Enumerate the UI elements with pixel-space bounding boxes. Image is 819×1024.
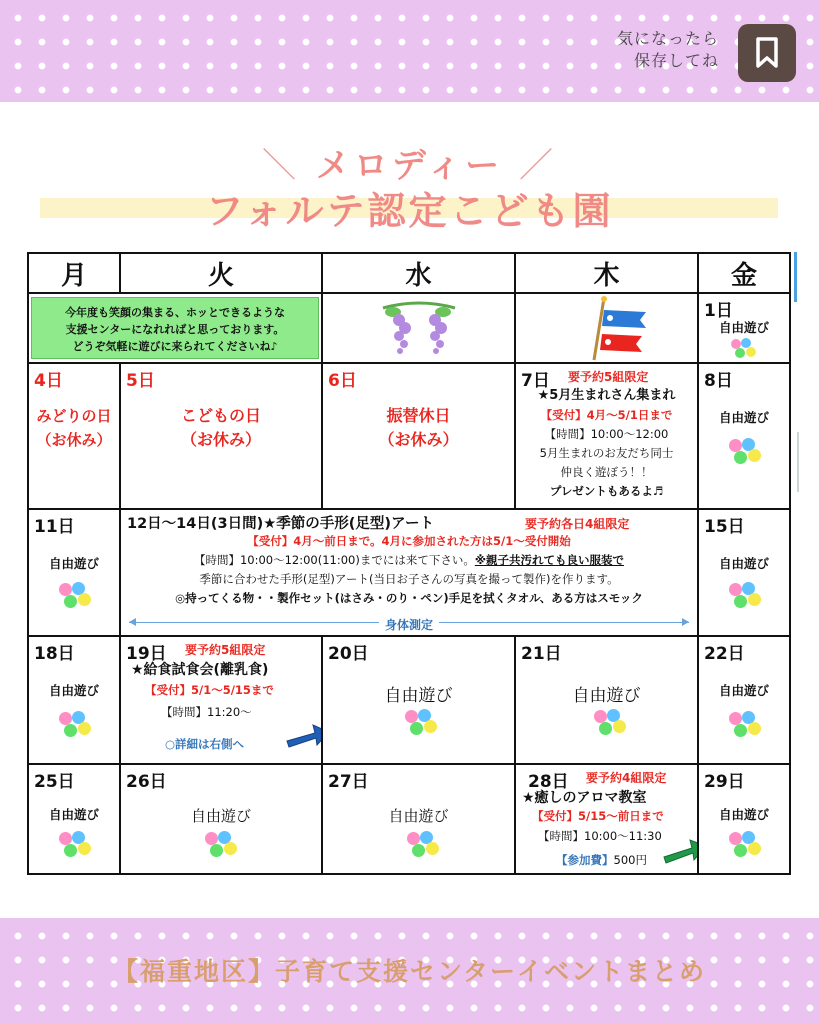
week-row-1 — [28, 293, 790, 363]
balloons-icon — [729, 338, 759, 362]
balloons-icon — [57, 831, 87, 855]
event-time: 【時間】10:00～12:00 — [544, 427, 669, 441]
event-accept — [532, 807, 664, 826]
day-cell-tue-5 — [120, 363, 322, 509]
event-accept: 【受付】4月～前日まで。4月に参加された方は5/1～受付開始 — [247, 534, 571, 548]
event-title: ★給食試食会(離乳食) — [131, 662, 269, 678]
balloons-icon — [592, 709, 622, 733]
event-accept-text: 【受付】5/15～前日まで — [532, 809, 664, 823]
bookmark-icon — [755, 37, 779, 69]
day-number: 1日 — [704, 301, 733, 321]
day-number: 7日 — [521, 371, 550, 391]
balloons-icon — [727, 711, 757, 735]
body-measure-line — [129, 616, 689, 630]
event-time: 【時間】10:00～11:30 — [538, 829, 662, 843]
day-cell-tue-26 — [120, 764, 322, 874]
day-cell-thu-7 — [515, 363, 698, 509]
event-title: ★5月生まれさん集まれ — [537, 388, 676, 403]
event-bring-items: ◎持ってくる物・・製作セット(はさみ・のり・ペン)手足を拭くタオル、ある方はスモック — [175, 591, 643, 605]
balloons-icon — [727, 582, 757, 606]
event-accept: 【受付】5/1～5/15まで — [145, 683, 274, 697]
holiday-label — [323, 404, 514, 452]
event-line2: 仲良く遊ぼう！！ — [560, 465, 653, 479]
greeting-line2: 支援センターになれればと思っております。 — [65, 323, 285, 336]
save-hint-line2: 保存してね — [633, 51, 719, 70]
day-cell-fri-15 — [698, 509, 790, 636]
holiday-name: 振替休日 — [386, 406, 451, 425]
reservation-badge: 要予約5組限定 — [568, 370, 649, 384]
day-number: 26日 — [126, 772, 167, 792]
week-row-2 — [28, 363, 790, 509]
balloons-icon — [57, 711, 87, 735]
holiday-label — [29, 404, 119, 452]
measure-label-wrap — [129, 614, 689, 633]
day-number: 19日 — [126, 644, 167, 664]
koinobori-icon — [588, 296, 658, 362]
day-cell-wed-6 — [322, 363, 515, 509]
balloons-icon — [405, 831, 435, 855]
arrow-right-green-icon — [662, 835, 698, 865]
day-cell-mon-18 — [28, 636, 120, 764]
balloons-icon — [727, 438, 757, 462]
page-title: フォルテ認定こども園 — [205, 189, 614, 233]
free-play-label: 自由遊び — [48, 807, 99, 822]
balloons-icon — [403, 709, 433, 733]
calendar-table — [27, 252, 791, 875]
slash-left-icon: ＼ — [262, 146, 301, 186]
footer-title: 【福重地区】子育て支援センターイベントまとめ — [112, 957, 706, 986]
event-title: 12日～14日(3日間)★季節の手形(足型)アート — [127, 516, 435, 532]
balloons-icon — [727, 831, 757, 855]
slash-right-icon: ／ — [518, 146, 557, 186]
event-dress-note: ※親子共汚れても良い服装で — [474, 553, 625, 567]
holiday-note: （お休み） — [36, 431, 112, 449]
event-time: 【時間】11:20～ — [161, 705, 252, 719]
day-number: 28日 — [528, 772, 569, 792]
edge-accent-grey — [797, 432, 799, 492]
day-number: 8日 — [704, 371, 733, 391]
weekday-mon: 月 — [28, 253, 120, 293]
arrow-right-icon — [285, 721, 322, 751]
day-cell-fri-8 — [698, 363, 790, 509]
day-number: 20日 — [328, 644, 369, 664]
day-cell-empty-wed — [322, 293, 515, 363]
day-cell-mon-11 — [28, 509, 120, 636]
reservation-badge: 要予約各日4組限定 — [525, 517, 630, 531]
holiday-note: （お休み） — [378, 430, 459, 449]
free-play-label: 自由遊び — [718, 807, 769, 822]
edge-accent — [794, 252, 797, 302]
day-cell-thu-28 — [515, 764, 698, 874]
event-line1: 5月生まれのお友だち同士 — [539, 446, 674, 460]
greeting-box — [31, 297, 319, 359]
event-cell-handprint-art — [120, 509, 698, 636]
free-play-label: 自由遊び — [190, 807, 251, 825]
weekday-header-row — [28, 253, 790, 293]
free-play-label: 自由遊び — [48, 683, 99, 698]
day-cell-fri-22 — [698, 636, 790, 764]
weekday-thu: 木 — [515, 253, 698, 293]
day-number: 21日 — [521, 644, 562, 664]
reservation-badge: 要予約5組限定 — [185, 643, 266, 657]
event-fee — [556, 851, 647, 870]
day-cell-tue-19 — [120, 636, 322, 764]
detail-link[interactable]: ○詳細は右側へ — [165, 737, 245, 751]
free-play-label: 自由遊び — [718, 320, 769, 335]
day-cell-fri-1 — [698, 293, 790, 363]
day-cell-wed-20 — [322, 636, 515, 764]
free-play-label: 自由遊び — [388, 807, 449, 825]
free-play-label: 自由遊び — [48, 556, 99, 571]
free-play-label: 自由遊び — [718, 556, 769, 571]
fee-value: 500円 — [613, 853, 647, 867]
day-number: 4日 — [34, 371, 63, 391]
bookmark-button[interactable] — [738, 24, 796, 82]
day-number: 25日 — [34, 772, 75, 792]
event-description: 季節に合わせた手形(足型)アート(当日お子さんの写真を撮って製作)を作ります。 — [199, 572, 619, 586]
event-title: ★癒しのアロマ教室 — [522, 790, 647, 806]
event-details — [516, 386, 697, 501]
week-row-5 — [28, 764, 790, 874]
day-cell-empty-thu — [515, 293, 698, 363]
event-details — [121, 532, 697, 608]
measure-label: 身体測定 — [379, 618, 439, 632]
event-accept: 【受付】4月～5/1日まで — [540, 408, 673, 422]
reservation-badge: 要予約4組限定 — [586, 771, 667, 785]
greeting-line1: 今年度も笑顔の集まる、ホッとできるような — [65, 306, 285, 319]
balloons-icon — [203, 831, 233, 855]
balloons-icon — [57, 582, 87, 606]
day-cell-wed-27 — [322, 764, 515, 874]
free-play-label: 自由遊び — [572, 686, 641, 706]
day-number: 5日 — [126, 371, 155, 391]
day-cell-mon-4 — [28, 363, 120, 509]
save-hint — [617, 28, 719, 72]
day-number: 11日 — [34, 517, 75, 537]
holiday-label — [121, 404, 321, 452]
day-number: 22日 — [704, 644, 745, 664]
day-number: 18日 — [34, 644, 75, 664]
event-time — [121, 551, 697, 570]
weekday-tue: 火 — [120, 253, 322, 293]
holiday-name: こどもの日 — [180, 406, 261, 425]
save-hint-line1: 気になったら — [616, 29, 719, 48]
day-cell-mon-25 — [28, 764, 120, 874]
holiday-note: （お休み） — [180, 430, 261, 449]
week-row-3 — [28, 509, 790, 636]
event-time-text: 【時間】10:00～12:00(11:00)までには来て下さい。 — [193, 553, 475, 567]
weekday-fri: 金 — [698, 253, 790, 293]
week-row-4 — [28, 636, 790, 764]
greeting-line3: どうぞ気軽に遊びに来られてくださいね♪ — [72, 340, 278, 353]
holiday-name: みどりの日 — [36, 407, 112, 425]
title-line1-text: メロディー — [315, 146, 504, 186]
day-cell-fri-29 — [698, 764, 790, 874]
fee-label: 【参加費】 — [556, 853, 614, 867]
wisteria-icon — [379, 300, 459, 358]
event-line3: プレゼントもあるよ♬ — [549, 484, 664, 498]
greeting-cell — [28, 293, 322, 363]
free-play-label: 自由遊び — [718, 410, 769, 425]
day-cell-thu-21 — [515, 636, 698, 764]
weekday-wed: 水 — [322, 253, 515, 293]
free-play-label: 自由遊び — [718, 683, 769, 698]
day-number: 15日 — [704, 517, 745, 537]
day-number: 27日 — [328, 772, 369, 792]
day-number: 29日 — [704, 772, 745, 792]
day-number: 6日 — [328, 371, 357, 391]
free-play-label: 自由遊び — [384, 686, 453, 706]
